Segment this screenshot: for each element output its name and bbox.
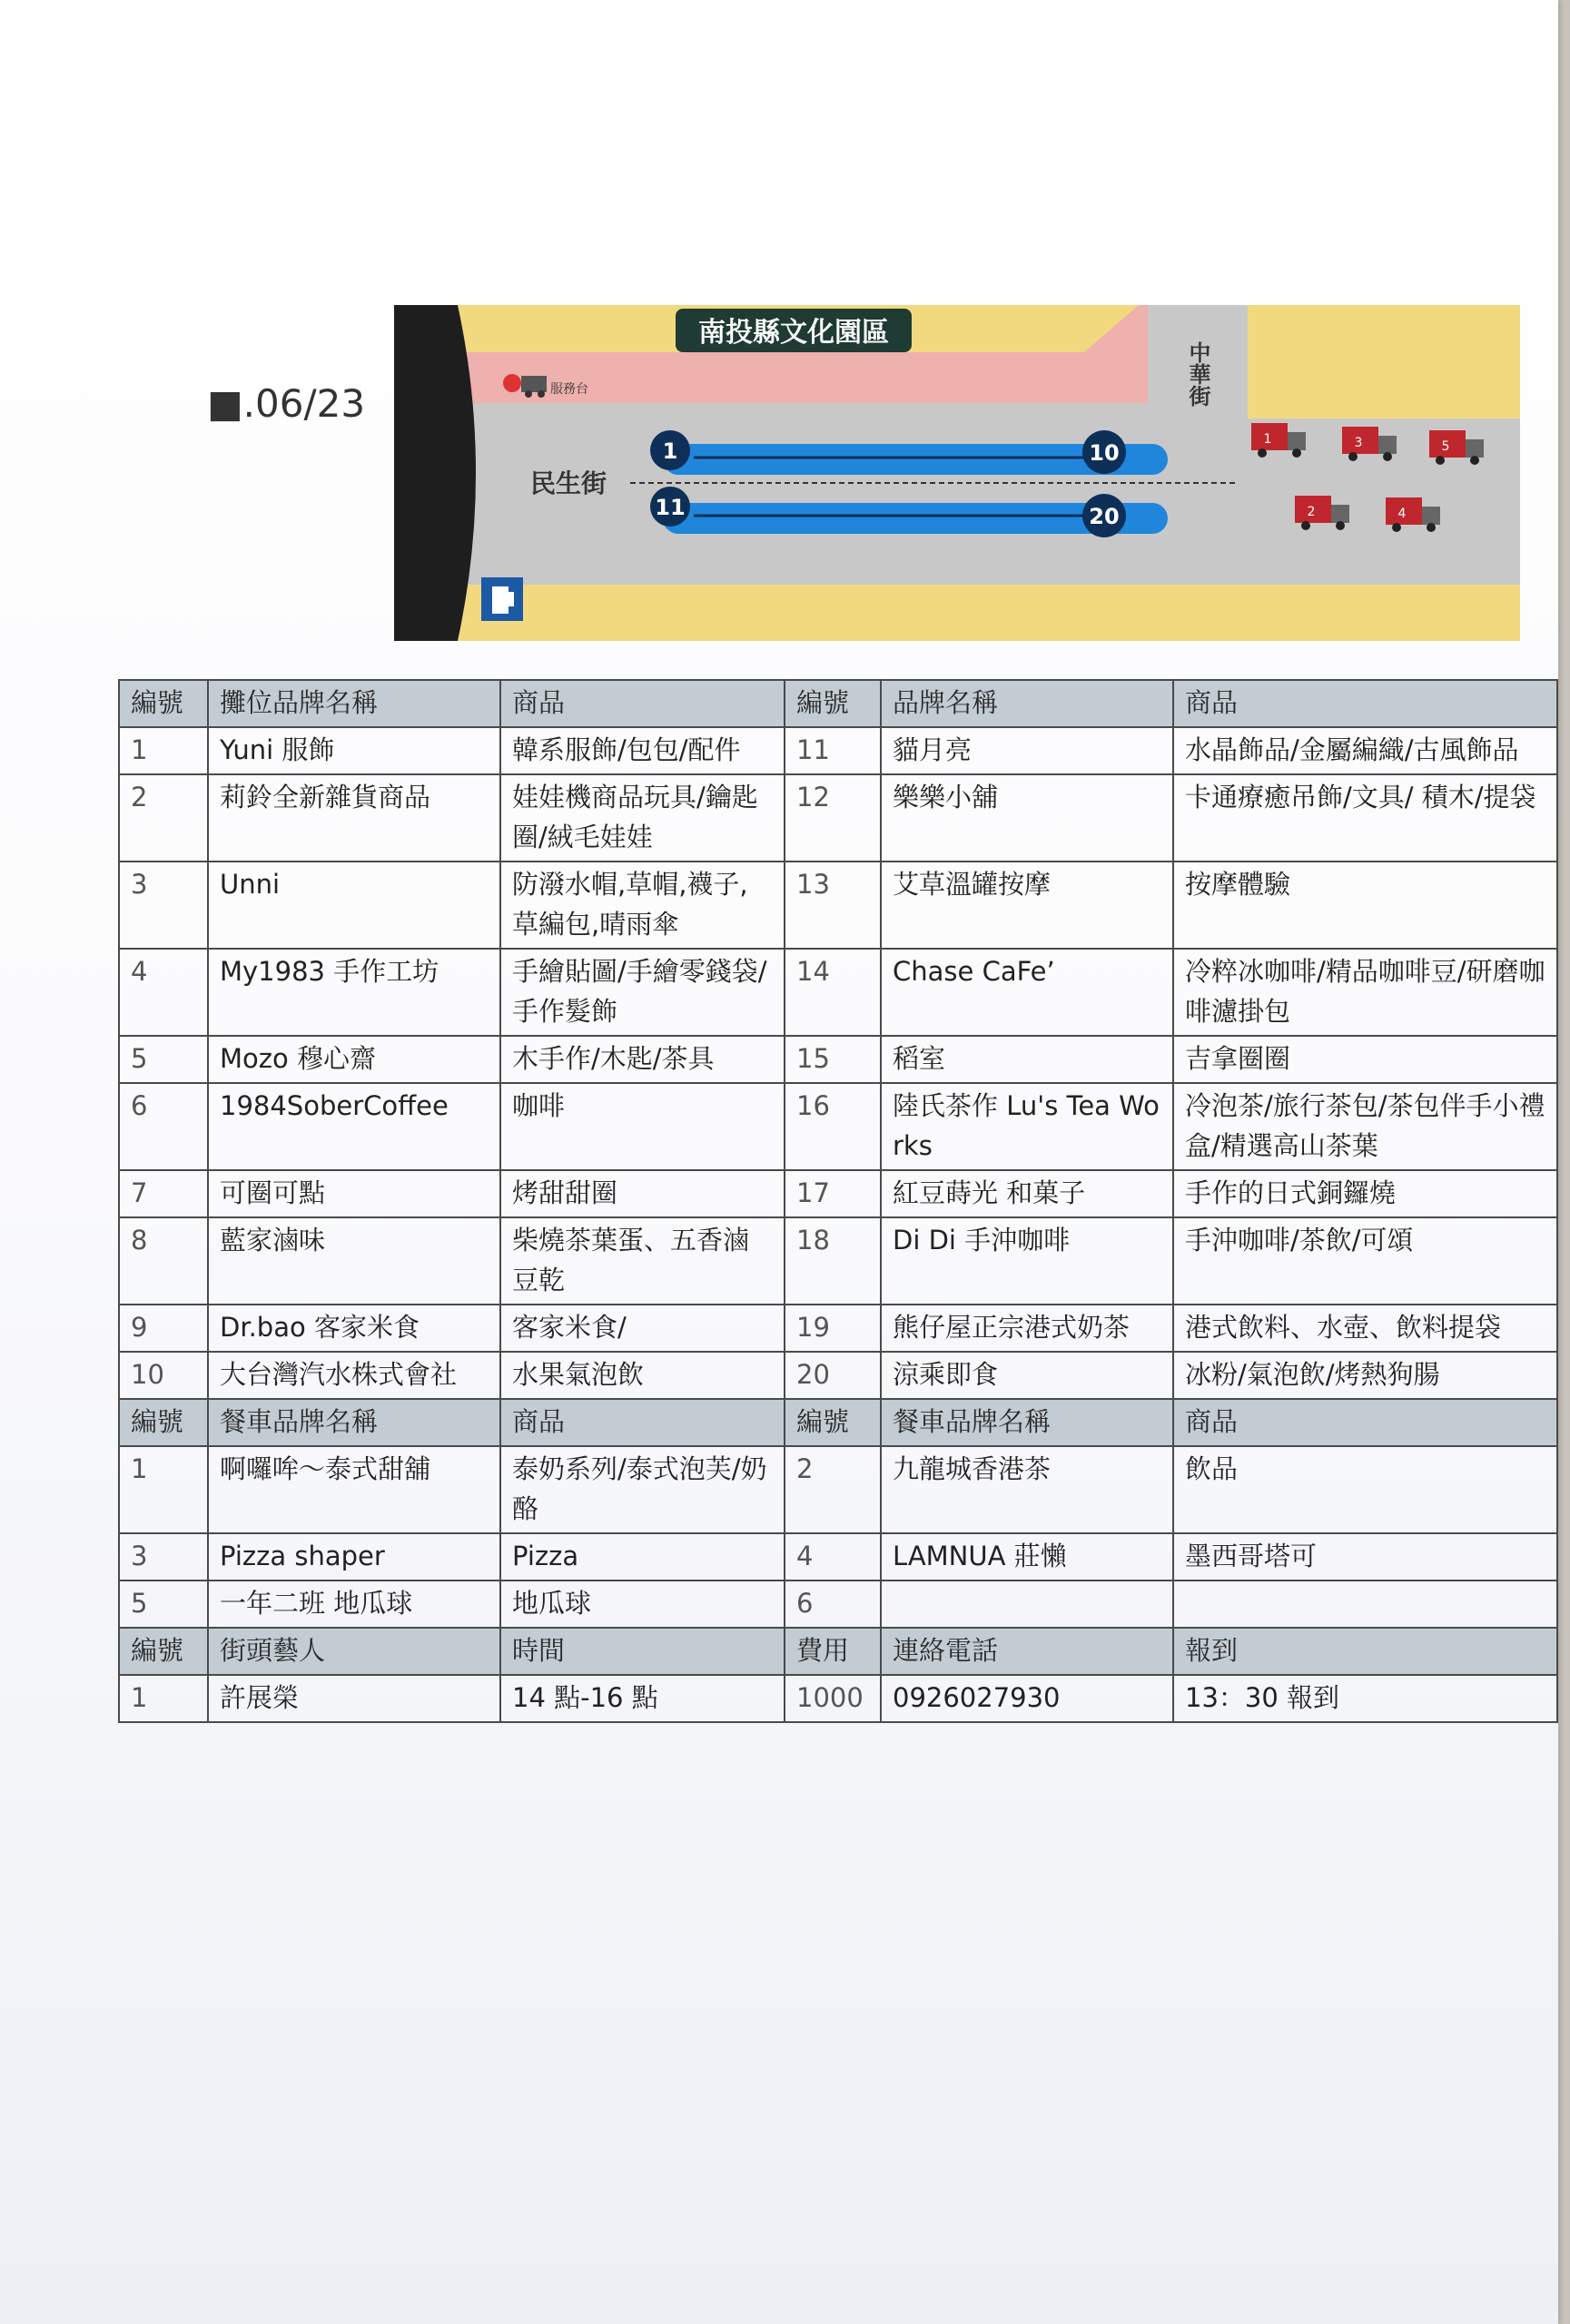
stall-cell: 1984SoberCoffee [208,1083,500,1170]
fuel-station-icon [481,577,523,621]
stall-cell: Unni [208,862,500,949]
stall-cell: 11 [785,727,881,774]
venue-map-svg [394,305,1520,641]
food-truck-header-cell: 餐車品牌名稱 [881,1399,1173,1446]
stall-cell: 2 [119,774,208,862]
map-street-zhonghua: 中華街 [1185,341,1210,407]
food-truck-label-5: 5 [1441,439,1450,454]
venue-map [394,305,1520,641]
stall-cell: Chase CaFe’ [881,949,1173,1036]
stall-cell: 冰粉/氣泡飲/烤熱狗腸 [1173,1352,1557,1399]
food-truck-cell: 4 [785,1533,881,1581]
stall-cell: 水果氣泡飲 [500,1352,785,1399]
food-truck-label-2: 2 [1307,505,1316,519]
stall-header-cell: 攤位品牌名稱 [208,680,500,727]
stall-cell: Di Di 手沖咖啡 [881,1217,1173,1305]
stall-cell: 16 [785,1083,881,1170]
stall-cell: 手沖咖啡/茶飲/可頌 [1173,1217,1557,1305]
vendor-table [118,679,1558,1723]
stall-cell: 大台灣汽水株式會社 [208,1352,500,1399]
food-truck-cell: 墨西哥塔可 [1173,1533,1557,1581]
food-truck-cell: 6 [785,1581,881,1628]
map-right-block [1248,305,1520,419]
performer-header-cell: 編號 [119,1628,208,1675]
stall-cell: 手繪貼圖/手繪零錢袋/手作髮飾 [500,949,785,1036]
food-truck-cell: 5 [119,1581,208,1628]
stall-cell: My1983 手作工坊 [208,949,500,1036]
food-truck-cell: Pizza [500,1533,785,1581]
stall-cell: 港式飲料、水壺、飲料提袋 [1173,1305,1557,1352]
stall-row [119,727,1557,774]
food-truck-cell: 飲品 [1173,1446,1557,1533]
stall-header-cell: 商品 [500,680,785,727]
stall-cell: 烤甜甜圈 [500,1170,785,1217]
performer-cell: 許展榮 [208,1675,500,1722]
stall-cell: Yuni 服飾 [208,727,500,774]
food-truck-cell [1173,1581,1557,1628]
stall-cell: 15 [785,1036,881,1083]
performer-cell: 0926027930 [881,1675,1173,1722]
stall-cell: 莉鈴全新雜貨商品 [208,774,500,862]
stall-cell: 艾草溫罐按摩 [881,862,1173,949]
stall-cell: Mozo 穆心齋 [208,1036,500,1083]
food-truck-header-cell: 編號 [119,1399,208,1446]
stall-cell: 熊仔屋正宗港式奶茶 [881,1305,1173,1352]
stall-cell: 防潑水帽,草帽,襪子,草編包,晴雨傘 [500,862,785,949]
performer-header-cell: 街頭藝人 [208,1628,500,1675]
date-label: ■.06/23 [207,381,366,426]
stall-row [119,774,1557,862]
stall-cell: 17 [785,1170,881,1217]
stall-cell: 14 [785,949,881,1036]
food-truck-cell: 地瓜球 [500,1581,785,1628]
food-truck-cell [881,1581,1173,1628]
stall-cell: 貓月亮 [881,727,1173,774]
map-service-label: 服務台 [550,382,588,397]
food-truck-cell: 九龍城香港茶 [881,1446,1173,1533]
performer-header-row [119,1628,1557,1675]
stall-cell: 10 [119,1352,208,1399]
stall-cell: 水晶飾品/金屬編織/古風飾品 [1173,727,1557,774]
stall-cell: 陸氏茶作 Lu's Tea Works [881,1083,1173,1170]
map-stall-marker-11-label: 11 [655,495,686,520]
map-stall-marker-20-label: 20 [1089,504,1120,529]
stall-cell: 可圈可點 [208,1170,500,1217]
food-truck-row [119,1533,1557,1581]
food-truck-cell: 1 [119,1446,208,1533]
map-park-name: 南投縣文化園區 [698,317,889,349]
stall-row [119,1305,1557,1352]
stall-cell: 按摩體驗 [1173,862,1557,949]
food-truck-cell: 啊囉哞～泰式甜舖 [208,1446,500,1533]
stall-header-row [119,680,1557,727]
stall-cell: 韓系服飾/包包/配件 [500,727,785,774]
stall-cell: 5 [119,1036,208,1083]
food-truck-label-1: 1 [1263,432,1272,447]
food-truck-header-cell: 編號 [785,1399,881,1446]
stall-cell: 8 [119,1217,208,1305]
stall-cell: 1 [119,727,208,774]
stall-cell: 3 [119,862,208,949]
stall-cell: 20 [785,1352,881,1399]
food-truck-row [119,1446,1557,1533]
stall-header-cell: 品牌名稱 [881,680,1173,727]
food-truck-header-cell: 餐車品牌名稱 [208,1399,500,1446]
stall-cell: 手作的日式銅鑼燒 [1173,1170,1557,1217]
food-truck-cell: 3 [119,1533,208,1581]
map-roundabout [394,305,476,641]
stall-header-cell: 編號 [119,680,208,727]
food-truck-cell: 2 [785,1446,881,1533]
stall-header-cell: 商品 [1173,680,1557,727]
stall-cell: 咖啡 [500,1083,785,1170]
food-truck-header-cell: 商品 [500,1399,785,1446]
food-truck-header-row [119,1399,1557,1446]
performer-header-cell: 時間 [500,1628,785,1675]
stall-cell: 4 [119,949,208,1036]
stall-cell: 7 [119,1170,208,1217]
stall-cell: 冷粹冰咖啡/精品咖啡豆/研磨咖啡濾掛包 [1173,949,1557,1036]
stall-row [119,1083,1557,1170]
performer-cell: 14 點-16 點 [500,1675,785,1722]
stall-cell: 9 [119,1305,208,1352]
food-truck-cell: 一年二班 地瓜球 [208,1581,500,1628]
stall-cell: 木手作/木匙/茶具 [500,1036,785,1083]
stall-cell: 13 [785,862,881,949]
food-truck-cell: LAMNUA 莊懶 [881,1533,1173,1581]
stall-cell: Dr.bao 客家米食 [208,1305,500,1352]
food-truck-label-4: 4 [1397,507,1407,521]
stall-cell: 紅豆蒔光 和菓子 [881,1170,1173,1217]
performer-header-cell: 費用 [785,1628,881,1675]
map-stall-marker-1-label: 1 [662,438,678,464]
map-street-minsheng: 民生街 [530,468,607,498]
stall-cell: 藍家滷味 [208,1217,500,1305]
stall-cell: 涼乘即食 [881,1352,1173,1399]
stall-cell: 卡通療癒吊飾/文具/ 積木/提袋 [1173,774,1557,862]
stall-cell: 冷泡茶/旅行茶包/茶包伴手小禮盒/精選高山茶葉 [1173,1083,1557,1170]
stall-cell: 柴燒茶葉蛋、五香滷豆乾 [500,1217,785,1305]
stall-header-cell: 編號 [785,680,881,727]
stall-cell: 19 [785,1305,881,1352]
stall-row [119,949,1557,1036]
food-truck-header-cell: 商品 [1173,1399,1557,1446]
stall-cell: 18 [785,1217,881,1305]
stall-cell: 吉拿圈圈 [1173,1036,1557,1083]
food-truck-cell: Pizza shaper [208,1533,500,1581]
stall-cell: 客家米食/ [500,1305,785,1352]
stall-cell: 12 [785,774,881,862]
stall-row [119,1217,1557,1305]
stall-row [119,862,1557,949]
stall-cell: 樂樂小舖 [881,774,1173,862]
performer-header-cell: 連絡電話 [881,1628,1173,1675]
performer-cell: 1000 [785,1675,881,1722]
performer-cell: 13：30 報到 [1173,1675,1557,1722]
stall-row [119,1170,1557,1217]
stall-cell: 娃娃機商品玩具/鑰匙圈/絨毛娃娃 [500,774,785,862]
food-truck-cell: 泰奶系列/泰式泡芙/奶酪 [500,1446,785,1533]
performer-cell: 1 [119,1675,208,1722]
map-stall-marker-10-label: 10 [1089,440,1120,466]
food-truck-label-3: 3 [1354,436,1363,450]
performer-header-cell: 報到 [1173,1628,1557,1675]
stall-cell: 稻室 [881,1036,1173,1083]
performer-row [119,1675,1557,1722]
stall-row [119,1036,1557,1083]
vendor-table-body [119,680,1557,1722]
stall-cell: 6 [119,1083,208,1170]
stall-row [119,1352,1557,1399]
food-truck-row [119,1581,1557,1628]
